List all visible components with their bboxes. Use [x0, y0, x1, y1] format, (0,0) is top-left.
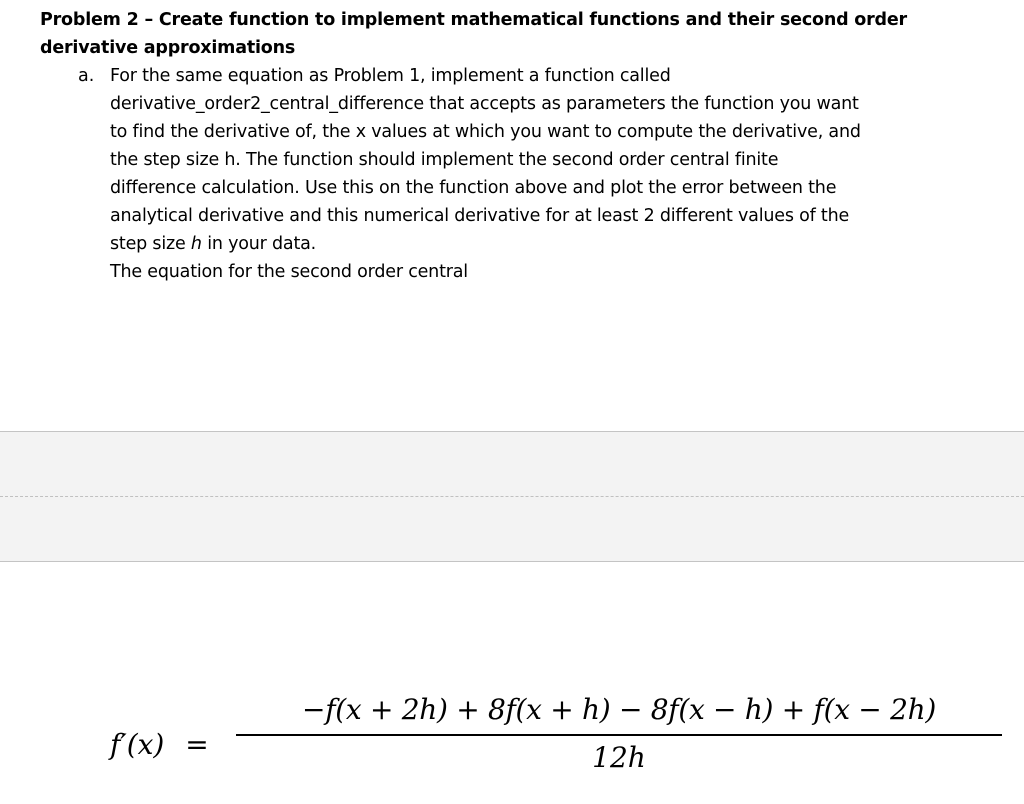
equation-lhs: [110, 728, 209, 761]
step-size-text: step size: [110, 234, 191, 254]
dashed-divider: [0, 496, 1024, 497]
part-a-line: derivative_order2_central_difference that accepts as parameters the function you want: [110, 94, 859, 114]
equation-numerator: −f(x + 2h) + 8f(x + h) − 8f(x − h) + f(x − 2h): [302, 693, 936, 726]
step-size-h: h: [190, 234, 202, 254]
part-a-line: the step size h. The function should implement the second order central finite: [110, 150, 779, 170]
part-a-line: analytical derivative and this numerical derivative for at least 2 different values of the: [110, 206, 850, 226]
central-difference-equation: [110, 690, 1010, 790]
part-a-line: For the same equation as Problem 1, implement a function called: [110, 66, 671, 86]
part-a-body: [110, 62, 940, 286]
equation-intro: The equation for the second order central: [110, 262, 468, 282]
problem-heading: [40, 6, 1000, 62]
equation-denominator: 12h: [592, 741, 646, 774]
part-a-marker: a.: [78, 66, 95, 86]
step-size-tail: in your data.: [201, 234, 316, 254]
part-a-line: to find the derivative of, the x values at which you want to compute the derivative, and: [110, 122, 861, 142]
equation-fraction: [236, 690, 1002, 778]
equation-equals: =: [185, 728, 209, 761]
image-placeholder-band: [0, 431, 1024, 562]
fraction-bar: [236, 734, 1002, 736]
part-a-line: [110, 230, 940, 258]
problem-title-line-1: Problem 2 – Create function to implement mathematical functions and their second order: [40, 10, 907, 30]
part-a-line: difference calculation. Use this on the function above and plot the error between the: [110, 178, 837, 198]
equation-lhs-expression: f′(x): [110, 728, 165, 761]
problem-title-line-2: derivative approximations: [40, 38, 296, 58]
